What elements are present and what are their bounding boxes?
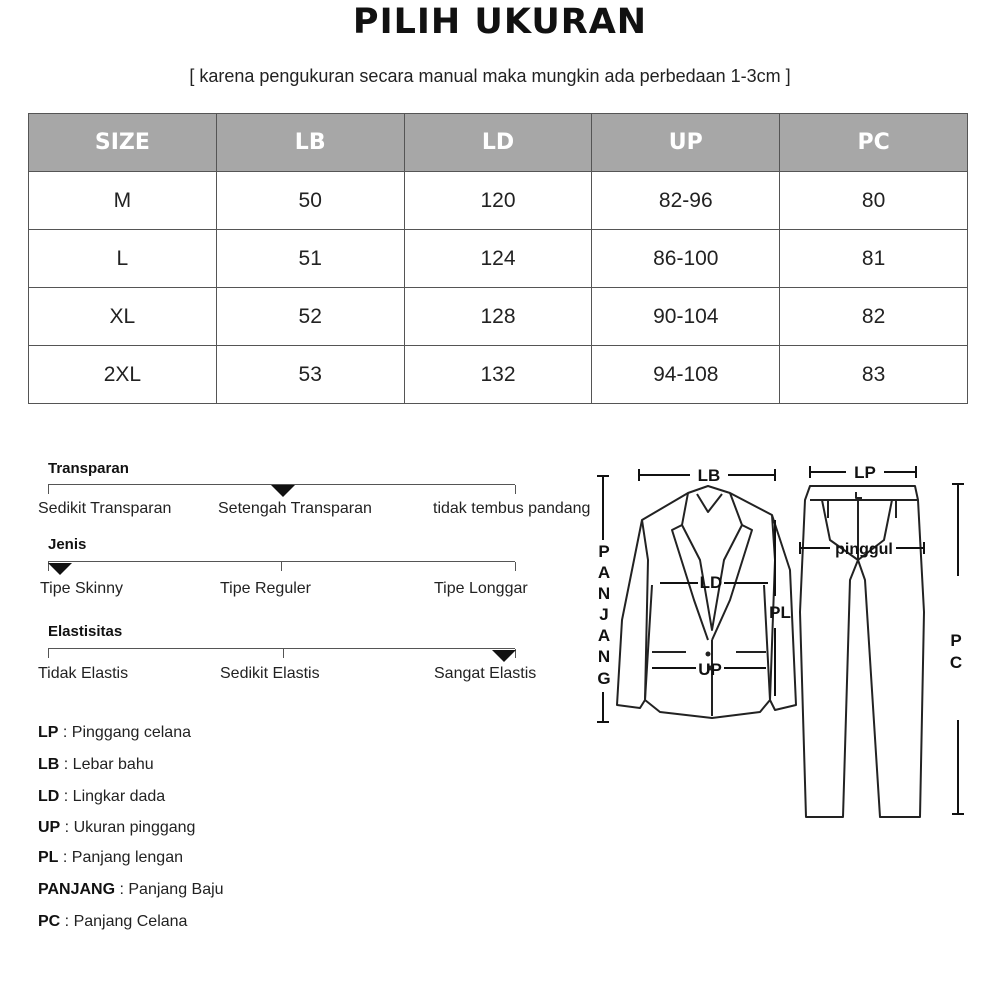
scale-tick <box>48 649 49 658</box>
transparan-option-0: Sedikit Transparan <box>38 500 172 517</box>
elastisitas-option-1: Sedikit Elastis <box>220 665 320 682</box>
scale-tick <box>515 562 516 571</box>
jacket-icon <box>617 486 796 718</box>
length-letter: N <box>597 647 611 666</box>
scale-tick <box>283 649 284 658</box>
elastisitas-option-0: Tidak Elastis <box>38 665 129 682</box>
table-cell: M <box>29 172 217 230</box>
transparan-title: Transparan <box>48 460 129 477</box>
table-cell: 128 <box>404 288 592 346</box>
table-cell: 80 <box>780 172 968 230</box>
length-letter: C <box>949 653 963 672</box>
jacket-length-label <box>597 542 610 688</box>
header-pc: PC <box>780 114 968 172</box>
legend-item-lb: LB : Lebar bahu <box>38 756 154 773</box>
jacket-width-label: LB <box>697 466 721 485</box>
sleeve-label: PL <box>769 603 791 622</box>
legend-item-pl: PL : Panjang lengan <box>38 849 183 866</box>
transparan-option-1: Setengah Transparan <box>218 500 372 517</box>
jenis-title: Jenis <box>48 536 87 553</box>
elastisitas-scale-line <box>48 648 515 649</box>
header-ld: LD <box>404 114 592 172</box>
size-table-header-row <box>29 114 968 172</box>
elastisitas-selected-marker-icon <box>492 650 516 662</box>
table-cell: 90-104 <box>592 288 780 346</box>
hip-label: pinggul <box>835 541 893 558</box>
table-row <box>29 288 968 346</box>
length-letter: P <box>950 631 962 650</box>
table-cell: 81 <box>780 230 968 288</box>
scale-tick <box>48 485 49 494</box>
table-row <box>29 230 968 288</box>
header-size: SIZE <box>29 114 217 172</box>
table-cell: 86-100 <box>592 230 780 288</box>
page-subtitle: [ karena pengukuran secara manual maka mungkin ada perbedaan 1-3cm ] <box>189 66 791 86</box>
transparan-selected-marker-icon <box>271 485 295 497</box>
elastisitas-title: Elastisitas <box>48 623 123 640</box>
legend-item-pc: PC : Panjang Celana <box>38 913 188 930</box>
header-up: UP <box>592 114 780 172</box>
table-cell: 94-108 <box>592 346 780 404</box>
length-letter: P <box>598 542 610 561</box>
legend-item-lp: LP : Pinggang celana <box>38 724 191 741</box>
size-table <box>28 113 968 404</box>
table-cell: 82 <box>780 288 968 346</box>
legend-item-ld: LD : Lingkar dada <box>38 788 166 805</box>
elastisitas-option-2: Sangat Elastis <box>434 665 537 682</box>
table-cell: 52 <box>216 288 404 346</box>
length-letter: A <box>597 626 611 645</box>
measurement-diagram <box>590 455 975 820</box>
jenis-selected-marker-icon <box>48 563 72 575</box>
jenis-option-1: Tipe Reguler <box>220 580 312 597</box>
transparan-option-2: tidak tembus pandang <box>433 500 591 517</box>
table-cell: 53 <box>216 346 404 404</box>
table-row <box>29 346 968 404</box>
button-icon <box>706 652 711 657</box>
length-letter: A <box>597 563 611 582</box>
length-letter: N <box>597 584 611 603</box>
scale-tick <box>281 562 282 571</box>
table-cell: 51 <box>216 230 404 288</box>
legend-item-panjang: PANJANG : Panjang Baju <box>38 881 224 898</box>
pants-width-label: LP <box>854 463 876 482</box>
jenis-option-2: Tipe Longgar <box>434 580 528 597</box>
table-cell: 124 <box>404 230 592 288</box>
pants-length-label <box>950 631 962 672</box>
page-title: PILIH UKURAN <box>352 2 648 42</box>
jenis-option-0: Tipe Skinny <box>40 580 123 597</box>
waist-label: UP <box>698 660 722 679</box>
legend-item-up: UP : Ukuran pinggang <box>38 819 196 836</box>
chest-label: LD <box>699 573 723 592</box>
header-lb: LB <box>216 114 404 172</box>
table-cell: 2XL <box>29 346 217 404</box>
length-letter: G <box>597 669 611 688</box>
table-cell: XL <box>29 288 217 346</box>
table-cell: L <box>29 230 217 288</box>
table-cell: 83 <box>780 346 968 404</box>
table-row <box>29 172 968 230</box>
table-cell: 132 <box>404 346 592 404</box>
table-cell: 120 <box>404 172 592 230</box>
pants-icon <box>800 486 924 817</box>
table-cell: 50 <box>216 172 404 230</box>
scale-tick <box>515 485 516 494</box>
table-cell: 82-96 <box>592 172 780 230</box>
length-letter: J <box>599 605 609 624</box>
